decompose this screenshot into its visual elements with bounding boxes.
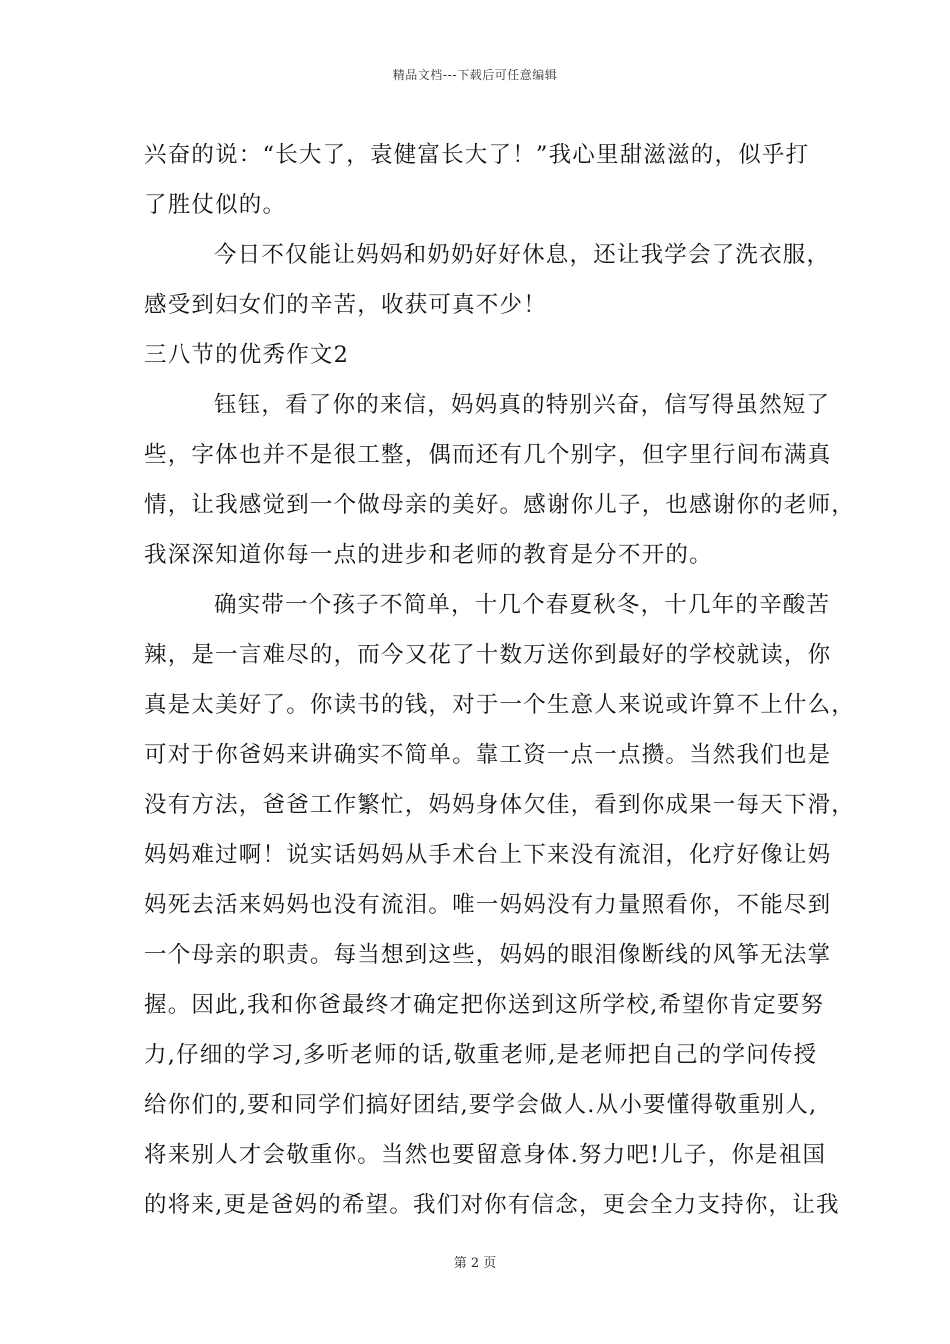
page-number: 第 2 页 [453,1256,497,1271]
body-line: 感受到妇女们的辛苦，收获可真不少！ [144,292,547,318]
page-header: 精品文档---下载后可任意编辑 [392,68,558,82]
body-line: 给你们的,要和同学们搞好团结,要学会做人.从小要懂得敬重别人, [144,1092,818,1118]
paragraph-start-line: 钰钰，看了你的来信，妈妈真的特别兴奋，信写得虽然短了 [214,392,831,418]
body-line: 了胜仗似的。 [144,192,287,218]
body-line: 兴奋的说：“长大了，袁健富长大了！”我心里甜滋滋的，似乎打 [144,142,810,168]
body-line: 力,仔细的学习,多听老师的话,敬重老师,是老师把自己的学问传授 [144,1042,818,1068]
body-line: 握。因此,我和你爸最终才确定把你送到这所学校,希望你肯定要努 [144,992,825,1018]
body-line: 妈妈难过啊！说实话妈妈从手术台上下来没有流泪，化疗好像让妈 [144,842,832,868]
body-line: 没有方法，爸爸工作繁忙，妈妈身体欠佳，看到你成果一每天下滑， [144,792,856,818]
body-line: 的将来,更是爸妈的希望。我们对你有信念，更会全力支持你，让我 [144,1192,840,1218]
body-line: 我深深知道你每一点的进步和老师的教育是分不开的。 [144,542,713,568]
paragraph-start-line: 今日不仅能让妈妈和奶奶好好休息，还让我学会了洗衣服， [214,242,831,268]
paragraph-start-line: 确实带一个孩子不简单，十几个春夏秋冬，十几年的辛酸苦 [214,592,831,618]
section-title: 三八节的优秀作文2 [144,342,350,368]
body-line: 辣，是一言难尽的，而今又花了十数万送你到最好的学校就读，你 [144,642,832,668]
body-line: 可对于你爸妈来讲确实不简单。靠工资一点一点攒。当然我们也是 [144,742,832,768]
body-line: 些，字体也并不是很工整，偶而还有几个别字，但字里行间布满真 [144,442,832,468]
body-line: 情，让我感觉到一个做母亲的美好。感谢你儿子，也感谢你的老师， [144,492,856,518]
body-line: 一个母亲的职责。每当想到这些，妈妈的眼泪像断线的风筝无法掌 [144,942,832,968]
body-line: 妈死去活来妈妈也没有流泪。唯一妈妈没有力量照看你，不能尽到 [144,892,832,918]
body-line: 真是太美好了。你读书的钱，对于一个生意人来说或许算不上什么， [144,692,856,718]
body-line: 将来别人才会敬重你。当然也要留意身体.努力吧!儿子，你是祖国 [144,1142,827,1168]
